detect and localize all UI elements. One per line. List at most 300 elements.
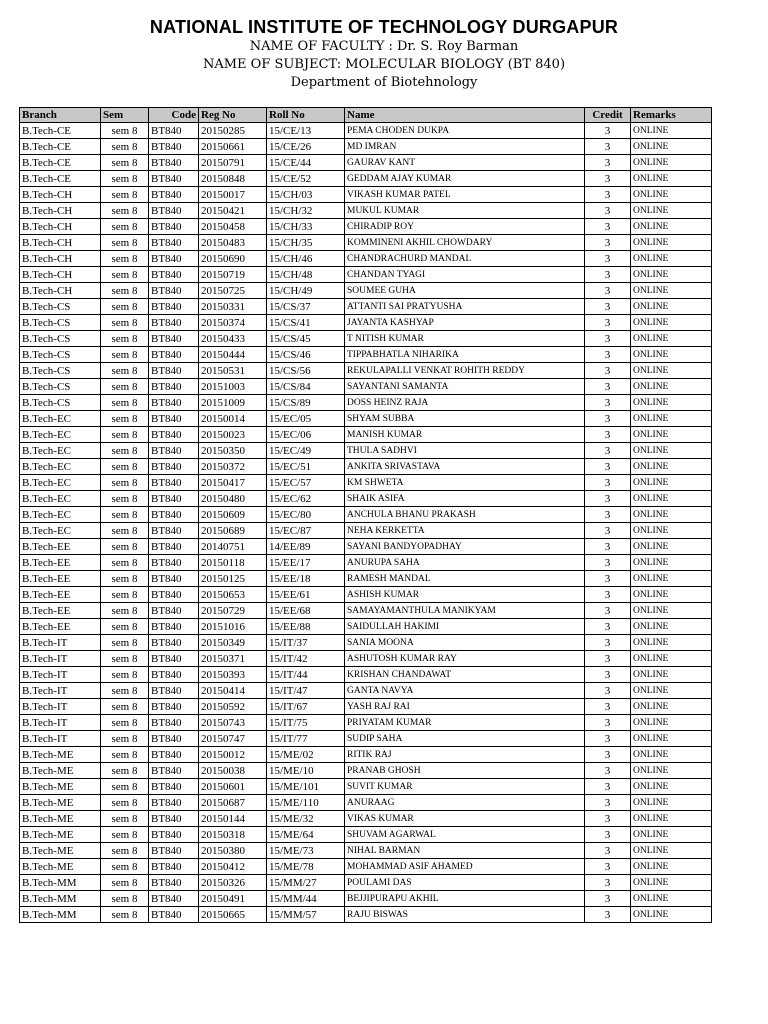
table-row: [20, 779, 712, 795]
reg-no-cell: 20150023: [199, 427, 267, 443]
remarks-cell: ONLINE: [631, 587, 712, 603]
column-header-remarks: Remarks: [631, 108, 712, 123]
table-row: [20, 891, 712, 907]
table-row: [20, 443, 712, 459]
remarks-cell: ONLINE: [631, 315, 712, 331]
remarks-cell: ONLINE: [631, 907, 712, 923]
table-row: [20, 219, 712, 235]
code-cell: BT840: [149, 299, 199, 315]
sem-cell: sem 8: [101, 315, 149, 331]
remarks-cell: ONLINE: [631, 411, 712, 427]
code-cell: BT840: [149, 683, 199, 699]
roll-no-cell: 15/ME/64: [267, 827, 345, 843]
remarks-cell: ONLINE: [631, 203, 712, 219]
roll-no-cell: 15/ME/02: [267, 747, 345, 763]
branch-cell: B.Tech-ME: [20, 763, 101, 779]
remarks-cell: ONLINE: [631, 667, 712, 683]
name-cell: SHYAM SUBBA: [345, 411, 585, 427]
name-cell: DOSS HEINZ RAJA: [345, 395, 585, 411]
code-cell: BT840: [149, 475, 199, 491]
table-row: [20, 683, 712, 699]
table-row: [20, 155, 712, 171]
code-cell: BT840: [149, 619, 199, 635]
credit-cell: 3: [585, 715, 631, 731]
name-cell: SUVIT KUMAR: [345, 779, 585, 795]
code-cell: BT840: [149, 523, 199, 539]
branch-cell: B.Tech-IT: [20, 731, 101, 747]
remarks-cell: ONLINE: [631, 443, 712, 459]
reg-no-cell: 20150458: [199, 219, 267, 235]
table-row: [20, 395, 712, 411]
reg-no-cell: 20150687: [199, 795, 267, 811]
remarks-cell: ONLINE: [631, 875, 712, 891]
credit-cell: 3: [585, 203, 631, 219]
remarks-cell: ONLINE: [631, 859, 712, 875]
sem-cell: sem 8: [101, 235, 149, 251]
sem-cell: sem 8: [101, 251, 149, 267]
branch-cell: B.Tech-ME: [20, 779, 101, 795]
reg-no-cell: 20150417: [199, 475, 267, 491]
branch-cell: B.Tech-CH: [20, 283, 101, 299]
table-row: [20, 283, 712, 299]
name-cell: SHAIK ASIFA: [345, 491, 585, 507]
remarks-cell: ONLINE: [631, 715, 712, 731]
roll-no-cell: 15/CH/49: [267, 283, 345, 299]
table-row: [20, 731, 712, 747]
sem-cell: sem 8: [101, 731, 149, 747]
table-row: [20, 203, 712, 219]
roll-no-cell: 15/CS/45: [267, 331, 345, 347]
branch-cell: B.Tech-CH: [20, 251, 101, 267]
roll-no-cell: 15/ME/32: [267, 811, 345, 827]
code-cell: BT840: [149, 555, 199, 571]
table-row: [20, 347, 712, 363]
table-row: [20, 427, 712, 443]
name-cell: NIHAL BARMAN: [345, 843, 585, 859]
reg-no-cell: 20150331: [199, 299, 267, 315]
remarks-cell: ONLINE: [631, 475, 712, 491]
table-row: [20, 635, 712, 651]
remarks-cell: ONLINE: [631, 651, 712, 667]
reg-no-cell: 20150349: [199, 635, 267, 651]
sem-cell: sem 8: [101, 667, 149, 683]
credit-cell: 3: [585, 555, 631, 571]
branch-cell: B.Tech-CS: [20, 347, 101, 363]
remarks-cell: ONLINE: [631, 123, 712, 139]
table-row: [20, 315, 712, 331]
branch-cell: B.Tech-CH: [20, 187, 101, 203]
code-cell: BT840: [149, 187, 199, 203]
sem-cell: sem 8: [101, 475, 149, 491]
credit-cell: 3: [585, 731, 631, 747]
reg-no-cell: 20150144: [199, 811, 267, 827]
code-cell: BT840: [149, 603, 199, 619]
code-cell: BT840: [149, 651, 199, 667]
remarks-cell: ONLINE: [631, 363, 712, 379]
roll-no-cell: 15/EE/17: [267, 555, 345, 571]
roll-no-cell: 15/EE/18: [267, 571, 345, 587]
remarks-cell: ONLINE: [631, 395, 712, 411]
remarks-cell: ONLINE: [631, 299, 712, 315]
sem-cell: sem 8: [101, 587, 149, 603]
branch-cell: B.Tech-CH: [20, 203, 101, 219]
roll-no-cell: 15/ME/101: [267, 779, 345, 795]
branch-cell: B.Tech-MM: [20, 891, 101, 907]
code-cell: BT840: [149, 219, 199, 235]
name-cell: POULAMI DAS: [345, 875, 585, 891]
department-line: Department of Biotehnology: [290, 75, 478, 90]
name-cell: RAJU BISWAS: [345, 907, 585, 923]
branch-cell: B.Tech-EC: [20, 523, 101, 539]
credit-cell: 3: [585, 363, 631, 379]
roll-no-cell: 15/EE/61: [267, 587, 345, 603]
credit-cell: 3: [585, 347, 631, 363]
roll-no-cell: 15/EC/80: [267, 507, 345, 523]
code-cell: BT840: [149, 811, 199, 827]
name-cell: SAYANI BANDYOPADHAY: [345, 539, 585, 555]
remarks-cell: ONLINE: [631, 379, 712, 395]
remarks-cell: ONLINE: [631, 891, 712, 907]
roll-no-cell: 15/EC/62: [267, 491, 345, 507]
branch-cell: B.Tech-EE: [20, 603, 101, 619]
roll-no-cell: 15/IT/37: [267, 635, 345, 651]
name-cell: BEJJIPURAPU AKHIL: [345, 891, 585, 907]
reg-no-cell: 20150118: [199, 555, 267, 571]
code-cell: BT840: [149, 395, 199, 411]
roll-no-cell: 15/EC/49: [267, 443, 345, 459]
remarks-cell: ONLINE: [631, 347, 712, 363]
roll-no-cell: 15/ME/10: [267, 763, 345, 779]
sem-cell: sem 8: [101, 171, 149, 187]
credit-cell: 3: [585, 123, 631, 139]
table-row: [20, 667, 712, 683]
name-cell: RITIK RAJ: [345, 747, 585, 763]
remarks-cell: ONLINE: [631, 843, 712, 859]
remarks-cell: ONLINE: [631, 795, 712, 811]
roll-no-cell: 15/CH/48: [267, 267, 345, 283]
name-cell: MD IMRAN: [345, 139, 585, 155]
column-header-roll-no: Roll No: [267, 108, 345, 123]
code-cell: BT840: [149, 379, 199, 395]
name-cell: GANTA NAVYA: [345, 683, 585, 699]
table-row: [20, 811, 712, 827]
reg-no-cell: 20150690: [199, 251, 267, 267]
credit-cell: 3: [585, 251, 631, 267]
name-cell: THULA SADHVI: [345, 443, 585, 459]
reg-no-cell: 20150491: [199, 891, 267, 907]
reg-no-cell: 20150661: [199, 139, 267, 155]
code-cell: BT840: [149, 459, 199, 475]
credit-cell: 3: [585, 619, 631, 635]
reg-no-cell: 20150743: [199, 715, 267, 731]
reg-no-cell: 20150012: [199, 747, 267, 763]
table-row: [20, 171, 712, 187]
sem-cell: sem 8: [101, 699, 149, 715]
table-row: [20, 699, 712, 715]
table-header-row: [20, 108, 712, 123]
credit-cell: 3: [585, 507, 631, 523]
remarks-cell: ONLINE: [631, 491, 712, 507]
code-cell: BT840: [149, 283, 199, 299]
roll-no-cell: 15/CS/84: [267, 379, 345, 395]
credit-cell: 3: [585, 747, 631, 763]
reg-no-cell: 20150014: [199, 411, 267, 427]
name-cell: KM SHWETA: [345, 475, 585, 491]
credit-cell: 3: [585, 427, 631, 443]
table-row: [20, 267, 712, 283]
reg-no-cell: 20150725: [199, 283, 267, 299]
reg-no-cell: 20150374: [199, 315, 267, 331]
sem-cell: sem 8: [101, 619, 149, 635]
credit-cell: 3: [585, 907, 631, 923]
roll-no-cell: 15/MM/44: [267, 891, 345, 907]
reg-no-cell: 20150318: [199, 827, 267, 843]
roll-no-cell: 15/CE/52: [267, 171, 345, 187]
reg-no-cell: 20150414: [199, 683, 267, 699]
sem-cell: sem 8: [101, 683, 149, 699]
code-cell: BT840: [149, 875, 199, 891]
code-cell: BT840: [149, 779, 199, 795]
reg-no-cell: 20150601: [199, 779, 267, 795]
name-cell: MUKUL KUMAR: [345, 203, 585, 219]
branch-cell: B.Tech-IT: [20, 635, 101, 651]
branch-cell: B.Tech-IT: [20, 699, 101, 715]
name-cell: CHANDRACHURD MANDAL: [345, 251, 585, 267]
table-row: [20, 763, 712, 779]
column-header-branch: Branch: [20, 108, 101, 123]
roll-no-cell: 15/CS/37: [267, 299, 345, 315]
credit-cell: 3: [585, 779, 631, 795]
table-row: [20, 587, 712, 603]
table-row: [20, 299, 712, 315]
sem-cell: sem 8: [101, 763, 149, 779]
remarks-cell: ONLINE: [631, 731, 712, 747]
roll-no-cell: 15/IT/67: [267, 699, 345, 715]
sem-cell: sem 8: [101, 539, 149, 555]
branch-cell: B.Tech-EC: [20, 443, 101, 459]
table-row: [20, 795, 712, 811]
branch-cell: B.Tech-EE: [20, 587, 101, 603]
credit-cell: 3: [585, 395, 631, 411]
name-cell: MOHAMMAD ASIF AHAMED: [345, 859, 585, 875]
name-cell: PRANAB GHOSH: [345, 763, 585, 779]
sem-cell: sem 8: [101, 507, 149, 523]
table-row: [20, 539, 712, 555]
remarks-cell: ONLINE: [631, 267, 712, 283]
sem-cell: sem 8: [101, 123, 149, 139]
credit-cell: 3: [585, 603, 631, 619]
sem-cell: sem 8: [101, 283, 149, 299]
name-cell: SUDIP SAHA: [345, 731, 585, 747]
branch-cell: B.Tech-ME: [20, 859, 101, 875]
credit-cell: 3: [585, 875, 631, 891]
table-row: [20, 827, 712, 843]
table-row: [20, 491, 712, 507]
name-cell: ANKITA SRIVASTAVA: [345, 459, 585, 475]
name-cell: ANURUPA SAHA: [345, 555, 585, 571]
sem-cell: sem 8: [101, 459, 149, 475]
name-cell: RAMESH MANDAL: [345, 571, 585, 587]
table-row: [20, 123, 712, 139]
credit-cell: 3: [585, 315, 631, 331]
code-cell: BT840: [149, 587, 199, 603]
column-header-reg-no: Reg No: [199, 108, 267, 123]
sem-cell: sem 8: [101, 347, 149, 363]
remarks-cell: ONLINE: [631, 187, 712, 203]
credit-cell: 3: [585, 379, 631, 395]
sem-cell: sem 8: [101, 331, 149, 347]
credit-cell: 3: [585, 331, 631, 347]
credit-cell: 3: [585, 491, 631, 507]
name-cell: JAYANTA KASHYAP: [345, 315, 585, 331]
credit-cell: 3: [585, 571, 631, 587]
table-row: [20, 555, 712, 571]
reg-no-cell: 20150653: [199, 587, 267, 603]
sem-cell: sem 8: [101, 379, 149, 395]
branch-cell: B.Tech-IT: [20, 683, 101, 699]
document-header: [0, 0, 768, 92]
credit-cell: 3: [585, 811, 631, 827]
credit-cell: 3: [585, 683, 631, 699]
sem-cell: sem 8: [101, 523, 149, 539]
faculty-line: NAME OF FACULTY : Dr. S. Roy Barman: [249, 39, 519, 54]
name-cell: PEMA CHODEN DUKPA: [345, 123, 585, 139]
branch-cell: B.Tech-CH: [20, 267, 101, 283]
code-cell: BT840: [149, 731, 199, 747]
roll-no-cell: 15/IT/75: [267, 715, 345, 731]
remarks-cell: ONLINE: [631, 523, 712, 539]
name-cell: SAMAYAMANTHULA MANIKYAM: [345, 603, 585, 619]
roll-no-cell: 15/CH/32: [267, 203, 345, 219]
sem-cell: sem 8: [101, 427, 149, 443]
code-cell: BT840: [149, 571, 199, 587]
code-cell: BT840: [149, 843, 199, 859]
sem-cell: sem 8: [101, 907, 149, 923]
remarks-cell: ONLINE: [631, 251, 712, 267]
reg-no-cell: 20150609: [199, 507, 267, 523]
code-cell: BT840: [149, 715, 199, 731]
sem-cell: sem 8: [101, 747, 149, 763]
student-table: [19, 107, 712, 923]
credit-cell: 3: [585, 843, 631, 859]
branch-cell: B.Tech-EC: [20, 475, 101, 491]
credit-cell: 3: [585, 699, 631, 715]
code-cell: BT840: [149, 507, 199, 523]
code-cell: BT840: [149, 427, 199, 443]
sem-cell: sem 8: [101, 219, 149, 235]
roll-no-cell: 15/CH/03: [267, 187, 345, 203]
reg-no-cell: 20150350: [199, 443, 267, 459]
name-cell: ASHISH KUMAR: [345, 587, 585, 603]
branch-cell: B.Tech-EC: [20, 507, 101, 523]
credit-cell: 3: [585, 187, 631, 203]
branch-cell: B.Tech-IT: [20, 651, 101, 667]
remarks-cell: ONLINE: [631, 507, 712, 523]
table-row: [20, 875, 712, 891]
sem-cell: sem 8: [101, 139, 149, 155]
roll-no-cell: 15/CS/46: [267, 347, 345, 363]
reg-no-cell: 20150531: [199, 363, 267, 379]
sem-cell: sem 8: [101, 411, 149, 427]
name-cell: NEHA KERKETTA: [345, 523, 585, 539]
credit-cell: 3: [585, 267, 631, 283]
branch-cell: B.Tech-ME: [20, 843, 101, 859]
column-header-code: Code: [149, 108, 199, 123]
roll-no-cell: 15/CH/46: [267, 251, 345, 267]
credit-cell: 3: [585, 827, 631, 843]
name-cell: GEDDAM AJAY KUMAR: [345, 171, 585, 187]
reg-no-cell: 20150719: [199, 267, 267, 283]
branch-cell: B.Tech-EE: [20, 619, 101, 635]
branch-cell: B.Tech-CE: [20, 171, 101, 187]
reg-no-cell: 20151003: [199, 379, 267, 395]
reg-no-cell: 20140751: [199, 539, 267, 555]
code-cell: BT840: [149, 443, 199, 459]
sem-cell: sem 8: [101, 491, 149, 507]
sem-cell: sem 8: [101, 635, 149, 651]
table-row: [20, 139, 712, 155]
credit-cell: 3: [585, 283, 631, 299]
roll-no-cell: 15/CE/44: [267, 155, 345, 171]
code-cell: BT840: [149, 331, 199, 347]
branch-cell: B.Tech-ME: [20, 827, 101, 843]
remarks-cell: ONLINE: [631, 139, 712, 155]
roll-no-cell: 15/IT/77: [267, 731, 345, 747]
roll-no-cell: 15/ME/78: [267, 859, 345, 875]
name-cell: CHIRADIP ROY: [345, 219, 585, 235]
roll-no-cell: 15/CH/33: [267, 219, 345, 235]
reg-no-cell: 20150848: [199, 171, 267, 187]
code-cell: BT840: [149, 859, 199, 875]
remarks-cell: ONLINE: [631, 811, 712, 827]
reg-no-cell: 20150483: [199, 235, 267, 251]
name-cell: SAIDULLAH HAKIMI: [345, 619, 585, 635]
branch-cell: B.Tech-CH: [20, 219, 101, 235]
roll-no-cell: 15/ME/110: [267, 795, 345, 811]
table-row: [20, 459, 712, 475]
name-cell: SANIA MOONA: [345, 635, 585, 651]
remarks-cell: ONLINE: [631, 763, 712, 779]
roll-no-cell: 15/CE/26: [267, 139, 345, 155]
sem-cell: sem 8: [101, 651, 149, 667]
remarks-cell: ONLINE: [631, 635, 712, 651]
remarks-cell: ONLINE: [631, 699, 712, 715]
sem-cell: sem 8: [101, 715, 149, 731]
code-cell: BT840: [149, 795, 199, 811]
credit-cell: 3: [585, 891, 631, 907]
roll-no-cell: 15/EC/57: [267, 475, 345, 491]
code-cell: BT840: [149, 267, 199, 283]
sem-cell: sem 8: [101, 395, 149, 411]
table-row: [20, 907, 712, 923]
credit-cell: 3: [585, 859, 631, 875]
credit-cell: 3: [585, 443, 631, 459]
remarks-cell: ONLINE: [631, 219, 712, 235]
code-cell: BT840: [149, 411, 199, 427]
name-cell: VIKASH KUMAR PATEL: [345, 187, 585, 203]
table-row: [20, 235, 712, 251]
branch-cell: B.Tech-CS: [20, 299, 101, 315]
code-cell: BT840: [149, 699, 199, 715]
subject-line: NAME OF SUBJECT: MOLECULAR BIOLOGY (BT 840): [202, 57, 566, 72]
code-cell: BT840: [149, 635, 199, 651]
column-header-name: Name: [345, 108, 585, 123]
sem-cell: sem 8: [101, 859, 149, 875]
remarks-cell: ONLINE: [631, 155, 712, 171]
branch-cell: B.Tech-ME: [20, 747, 101, 763]
roll-no-cell: 15/CE/13: [267, 123, 345, 139]
name-cell: KRISHAN CHANDAWAT: [345, 667, 585, 683]
